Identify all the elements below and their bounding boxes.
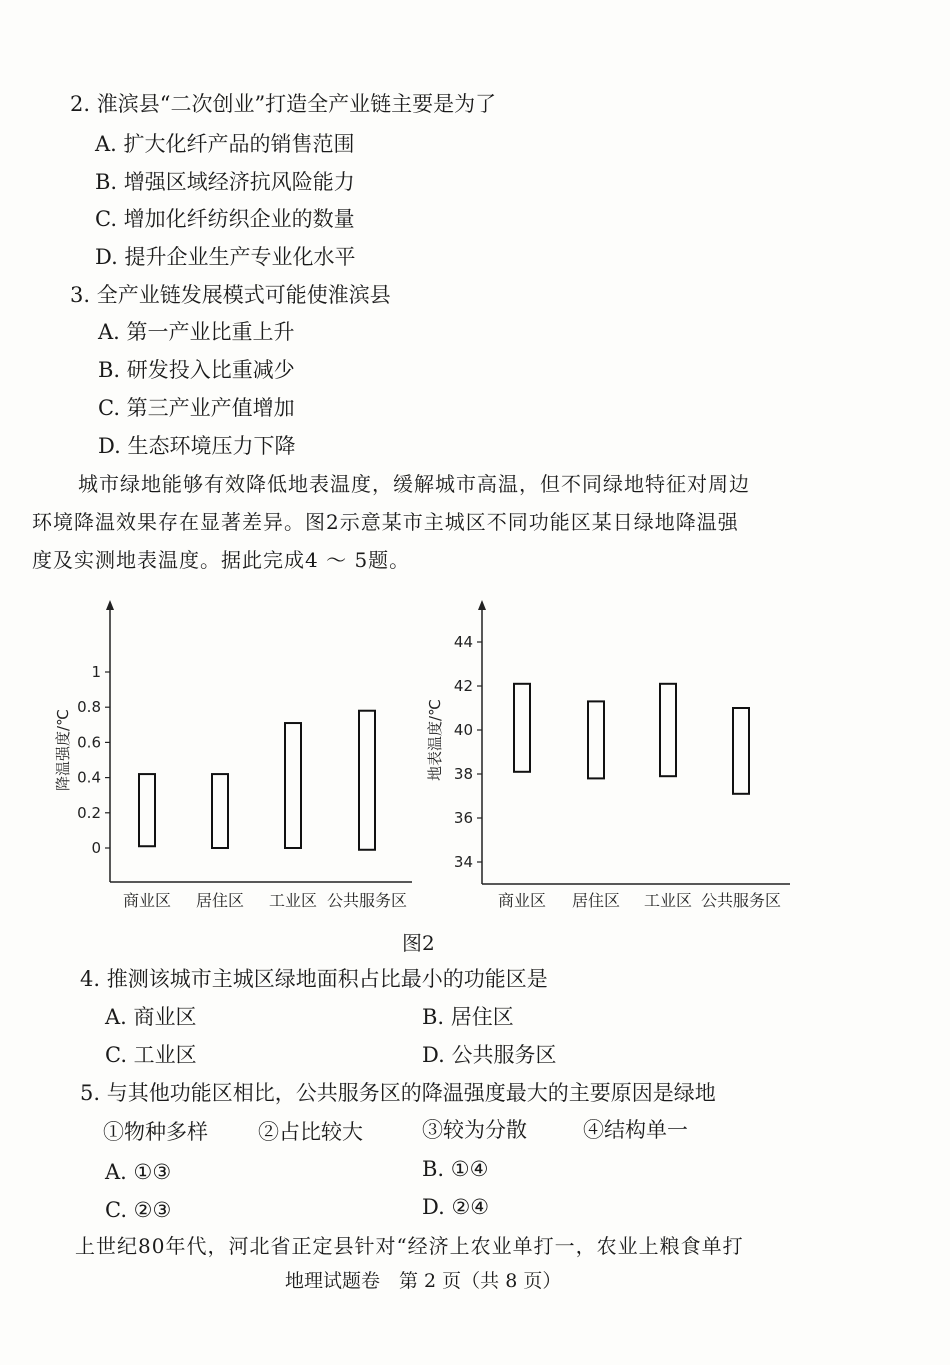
q3-option-d: D. 生态环境压力下降 <box>98 434 296 458</box>
passage-line-3: 度及实测地表温度。据此完成4 ～ 5题。 <box>32 548 411 572</box>
y-axis-arrow <box>106 600 114 610</box>
q4-option-b: B. 居住区 <box>422 1005 514 1029</box>
category-label: 工业区 <box>643 891 693 910</box>
q4-option-c: C. 工业区 <box>105 1043 197 1067</box>
q2-stem: 2. 淮滨县“二次创业”打造全产业链主要是为了 <box>70 92 497 116</box>
q5-option-b: B. ①④ <box>422 1157 489 1181</box>
q5-stem: 5. 与其他功能区相比，公共服务区的降温强度最大的主要原因是绿地 <box>80 1081 716 1105</box>
q3-option-a: A. 第一产业比重上升 <box>98 320 295 344</box>
y-tick-label: 0.8 <box>77 698 101 717</box>
category-label: 商业区 <box>122 891 172 910</box>
range-bar <box>514 684 530 772</box>
q2-option-d: D. 提升企业生产专业化水平 <box>95 245 356 269</box>
range-bar <box>359 711 375 850</box>
y-tick-label: 36 <box>453 809 473 827</box>
surface-temperature-chart <box>426 600 790 910</box>
category-label: 商业区 <box>497 891 547 910</box>
range-bar <box>660 684 676 776</box>
range-bar <box>733 708 749 794</box>
range-bar <box>285 723 301 848</box>
q4-stem: 4. 推测该城市主城区绿地面积占比最小的功能区是 <box>80 967 548 991</box>
y-axis-label: 降温强度/℃ <box>54 709 72 791</box>
range-bar <box>212 774 228 848</box>
y-tick-label: 38 <box>453 765 473 783</box>
y-tick-label: 0.4 <box>77 768 101 787</box>
category-label: 居住区 <box>571 891 621 910</box>
q4-option-d: D. 公共服务区 <box>422 1043 557 1067</box>
q3-option-b: B. 研发投入比重减少 <box>98 358 295 382</box>
range-bar <box>139 774 155 846</box>
y-tick-label: 0.6 <box>77 733 101 752</box>
passage-line-1: 城市绿地能够有效降低地表温度，缓解城市高温，但不同绿地特征对周边 <box>78 472 750 496</box>
q3-option-c: C. 第三产业产值增加 <box>98 396 295 420</box>
q5-statement-1: ①物种多样 <box>103 1120 208 1144</box>
q2-option-c: C. 增加化纤纺织企业的数量 <box>95 207 355 231</box>
q5-statement-4: ④结构单一 <box>583 1118 688 1142</box>
category-label: 居住区 <box>195 891 245 910</box>
q4-option-a: A. 商业区 <box>105 1005 197 1029</box>
next-passage-line-1: 上世纪80年代，河北省正定县针对“经济上农业单打一，农业上粮食单打 <box>75 1234 744 1258</box>
category-label: 工业区 <box>268 891 318 910</box>
q3-stem: 3. 全产业链发展模式可能使淮滨县 <box>70 283 391 307</box>
y-tick-label: 0 <box>91 839 101 857</box>
q5-statement-3: ③较为分散 <box>422 1118 527 1142</box>
q5-option-c: C. ②③ <box>105 1198 172 1222</box>
passage-line-2: 环境降温效果存在显著差异。图2示意某市主城区不同功能区某日绿地降温强 <box>32 510 739 534</box>
category-label: 公共服务区 <box>700 891 782 910</box>
y-tick-label: 1 <box>91 663 101 681</box>
q2-option-b: B. 增强区域经济抗风险能力 <box>95 170 355 194</box>
q5-statement-2: ②占比较大 <box>258 1120 363 1144</box>
y-tick-label: 40 <box>453 721 473 739</box>
y-tick-label: 0.2 <box>77 803 101 822</box>
y-tick-label: 44 <box>453 633 473 651</box>
range-bar <box>588 701 604 778</box>
y-tick-label: 42 <box>453 677 473 695</box>
q5-option-d: D. ②④ <box>422 1195 490 1219</box>
y-axis-label: 地表温度/℃ <box>426 699 444 781</box>
page-footer: 地理试题卷 第 2 页（共 8 页） <box>285 1270 562 1292</box>
q2-option-a: A. 扩大化纤产品的销售范围 <box>95 132 355 156</box>
figure-2-charts <box>0 590 950 920</box>
y-tick-label: 34 <box>453 853 473 871</box>
q5-option-a: A. ①③ <box>105 1160 172 1184</box>
cooling-intensity-chart <box>54 600 412 910</box>
category-label: 公共服务区 <box>326 891 408 910</box>
figure-caption: 图2 <box>402 931 435 955</box>
y-axis-arrow <box>478 600 486 610</box>
